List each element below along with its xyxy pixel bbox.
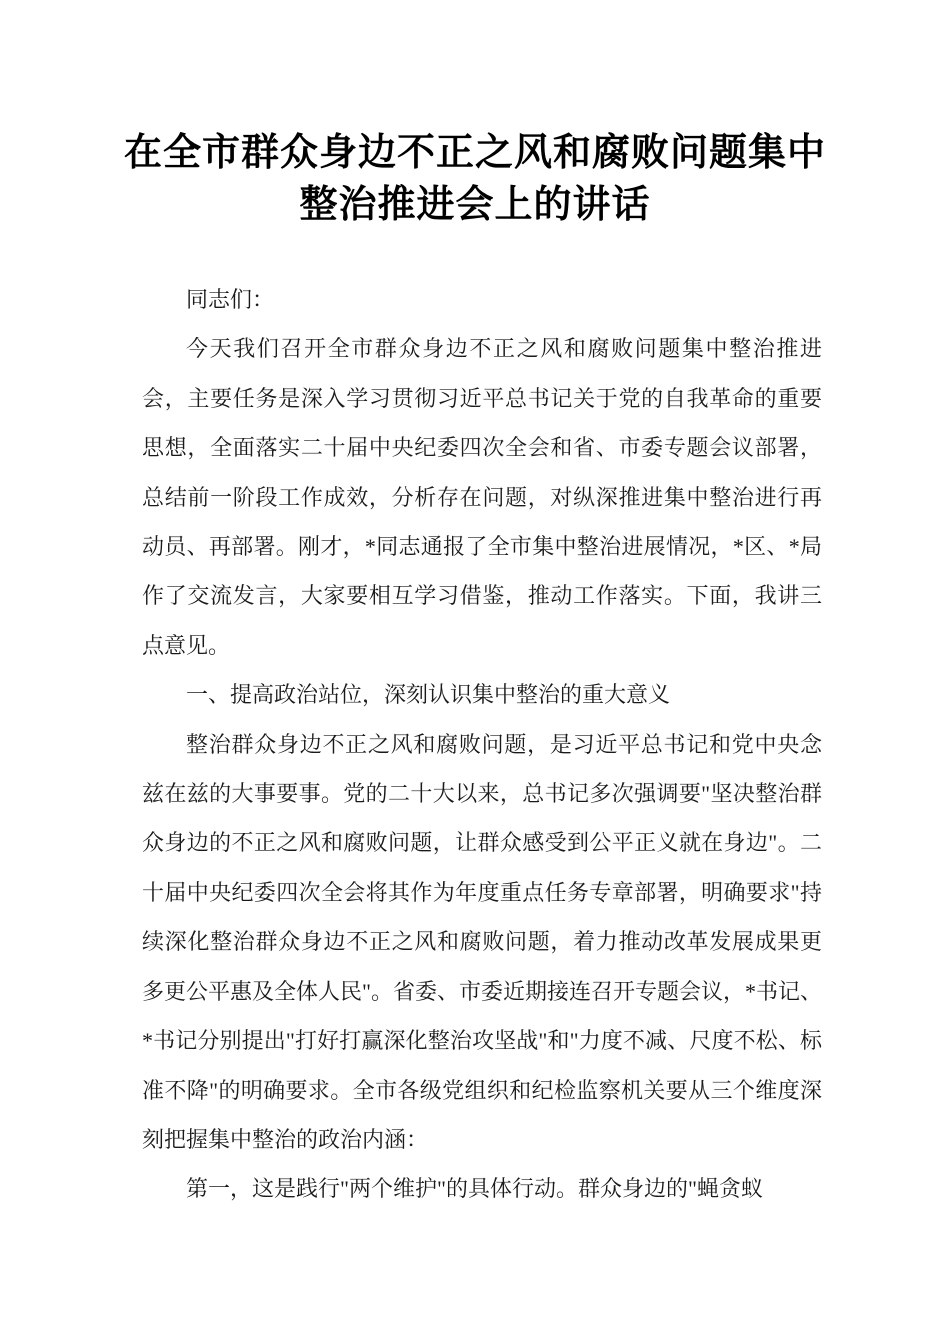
document-body (142, 275, 822, 1214)
paragraph-section-1-body: 整治群众身边不正之风和腐败问题，是习近平总书记和党中央念兹在兹的大事要事。党的二十大以来，总书记多次强调要"坚决整治群众身边的不正之风和腐败问题，让群众感受到公平正义就在身边"。二十届中央纪委四次全会将其作为年度重点任务专章部署，明确要求"持续深化整治群众身边不正之风和腐败问题，着力推动改革发展成果更多更公平惠及全体人民"。省委、市委近期接连召开专题会议，*书记、*书记分别提出"打好打赢深化整治攻坚战"和"力度不减、尺度不松、标准不降"的明确要求。全市各级党组织和纪检监察机关要从三个维度深刻把握集中整治的政治内涵： (142, 731, 822, 1152)
document-title: 在全市群众身边不正之风和腐败问题集中整治推进会上的讲话 (123, 132, 826, 226)
paragraph-point-1-truncated: 第一，这是践行"两个维护"的具体行动。群众身边的"蝇贪蚁 (186, 1176, 763, 1202)
salutation: 同志们： (186, 287, 275, 312)
section-heading-1: 一、提高政治站位，深刻认识集中整治的重大意义 (186, 682, 671, 708)
paragraph-intro: 今天我们召开全市群众身边不正之风和腐败问题集中整治推进会，主要任务是深入学习贯彻习近平总书记关于党的自我革命的重要思想，全面落实二十届中央纪委四次全会和省、市委专题会议部署，总结前一阶段工作成效，分析存在问题，对纵深推进集中整治进行再动员、再部署。刚才，*同志通报了全市集中整治进展情况，*区、*局作了交流发言，大家要相互学习借鉴，推动工作落实。下面，我讲三点意见。 (142, 336, 822, 658)
